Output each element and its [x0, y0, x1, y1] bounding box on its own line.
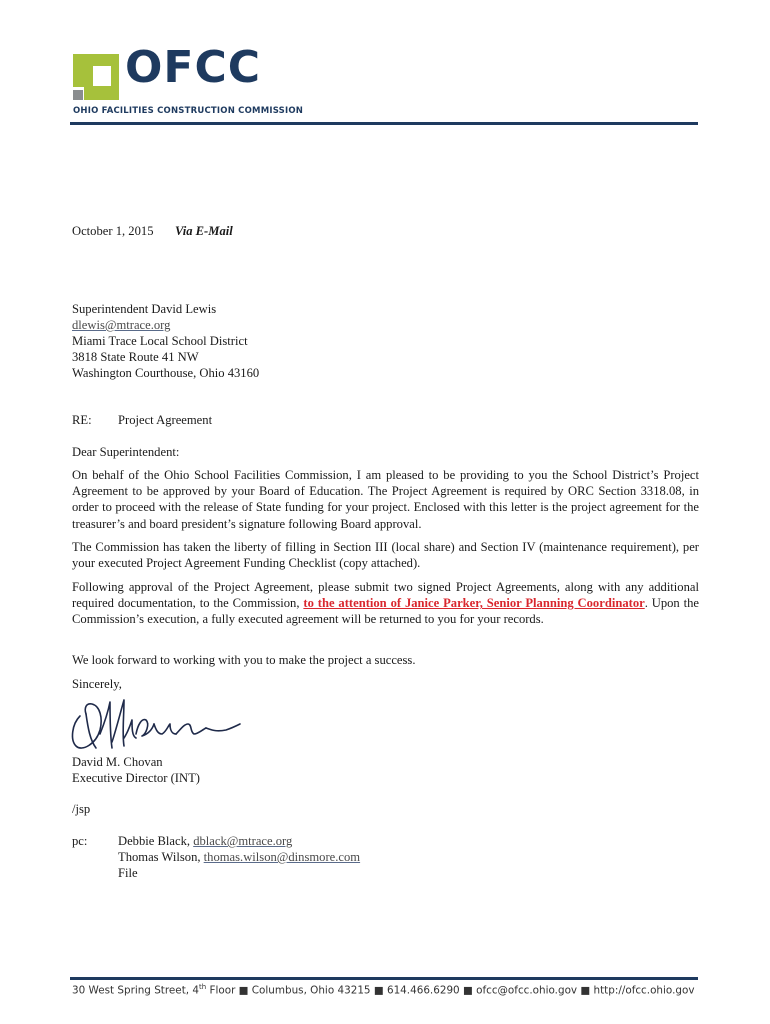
signer-name: David M. Chovan	[72, 755, 163, 769]
logo-mark-icon	[73, 54, 119, 100]
body-paragraph-4: We look forward to working with you to make the project a success.	[72, 653, 416, 667]
footer-address: 30 West Spring Street, 4th Floor ■ Columbus, Ohio 43215 ■ 614.466.6290 ■ ofcc@ofcc.ohio.gov ■ http://ofcc.ohio.gov	[72, 983, 695, 997]
closing: Sincerely,	[72, 677, 122, 691]
pc-email-link[interactable]: thomas.wilson@dinsmore.com	[203, 850, 361, 864]
body-paragraph-2: The Commission has taken the liberty of filling in Section III (local share) and Section IV (maintenance requirement), per your executed Project Agreement Funding Checklist (copy attached).	[72, 540, 699, 571]
recipient-street: 3818 State Route 41 NW	[72, 350, 199, 364]
header-rule	[70, 122, 698, 125]
recipient-org: Miami Trace Local School District	[72, 334, 248, 348]
typist-initials: /jsp	[72, 802, 91, 816]
recipient-name: Superintendent David Lewis	[72, 302, 217, 316]
pc-label: pc:	[72, 834, 88, 848]
signer-title: Executive Director (INT)	[72, 771, 200, 785]
footer-rule	[70, 977, 698, 980]
re-label: RE:	[72, 413, 92, 427]
recipient-city: Washington Courthouse, Ohio 43160	[72, 366, 260, 380]
pc-email-link[interactable]: dblack@mtrace.org	[193, 834, 293, 848]
salutation: Dear Superintendent:	[72, 445, 180, 459]
pc-recipient: Debbie Black, dblack@mtrace.org	[118, 834, 293, 848]
letter-date: October 1, 2015	[72, 224, 154, 238]
pc-recipient: Thomas Wilson, thomas.wilson@dinsmore.com	[118, 850, 361, 864]
pc-recipient: File	[118, 866, 138, 880]
delivery-method: Via E-Mail	[175, 224, 233, 238]
body-paragraph-3: Following approval of the Project Agreement, please submit two signed Project Agreements, along with any additional required documentation, to the Commission, to the attention of Janice Parker, Senior Planning Coordinator. Upon the Commission’s execution, a fully executed agreement will be returned to you for your records.	[72, 580, 699, 627]
recipient-email-link[interactable]: dlewis@mtrace.org	[72, 318, 171, 332]
re-subject: Project Agreement	[118, 413, 213, 427]
logo-wordmark: OFCC	[125, 42, 262, 93]
handwritten-signature	[66, 694, 246, 758]
logo-subtitle: OHIO FACILITIES CONSTRUCTION COMMISSION	[73, 106, 304, 116]
body-paragraph-1: On behalf of the Ohio School Facilities Commission, I am pleased to be providing to you the School District’s Project Agreement to be approved by your Board of Education. The Project Agreement is required by ORC Section 3318.08, in order to proceed with the release of State funding for your project. Enclosed with this letter is the project agreement for the treasurer’s and board president’s signature following Board approval.	[72, 468, 699, 531]
attention-highlight: to the attention of Janice Parker, Senior Planning Coordinator	[303, 596, 645, 611]
